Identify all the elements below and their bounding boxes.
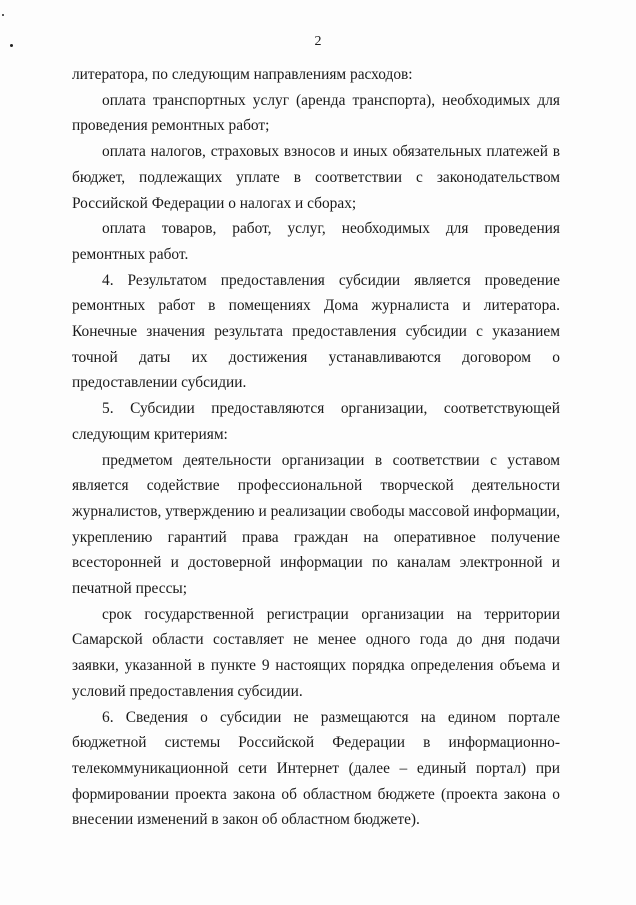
paragraph-continuation: литератора, по следующим направлениям расходов: — [72, 66, 413, 83]
paragraph-goods-works: оплата товаров, работ, услуг, необходимых для проведения ремонтных работ. — [72, 220, 560, 263]
paragraph-item-4: 4. Результатом предоставления субсидии является проведение ремонтных работ в помещениях Дома журналиста и литератора. Конечные значения результата предоставления субсидии с указанием точной даты их достижения устанавливаются договором о предоставлении субсидии. — [72, 271, 560, 392]
page-number: 2 — [314, 34, 322, 49]
paragraph-taxes: оплата налогов, страховых взносов и иных обязательных платежей в бюджет, подлежащих уплате в соответствии с законодательством Российской Федерации о налогах и сборах; — [72, 143, 560, 212]
paragraph-item-5: 5. Субсидии предоставляются организации, соответствующей следующим критериям: — [72, 400, 560, 443]
paragraph-criterion-registration: срок государственной регистрации организации на территории Самарской области составляет не менее одного года до дня подачи заявки, указанной в пункте 9 настоящих порядка определения объема и условий предоставления субсидии. — [72, 605, 560, 700]
paragraph-criterion-activity: предметом деятельности организации в соответствии с уставом является содействие профессиональной творческой деятельности журналистов, утверждению и реализации свободы массовой информации, укреплению гарантий права граждан на оперативное получение всесторонней и достоверной информации по каналам электронной и печатной прессы; — [72, 451, 560, 598]
paragraph-item-6: 6. Сведения о субсидии не размещаются на едином портале бюджетной системы Российской Федерации в информационно-телекоммуникационной сети Интернет (далее – единый портал) при формировании проекта закона об областном бюджете (проекта закона о внесении изменений в закон об областном бюджете). — [72, 708, 560, 829]
scan-speck — [2, 14, 4, 16]
document-body — [72, 62, 560, 833]
paragraph-transport-costs: оплата транспортных услуг (аренда транспорта), необходимых для проведения ремонтных работ; — [72, 91, 560, 135]
